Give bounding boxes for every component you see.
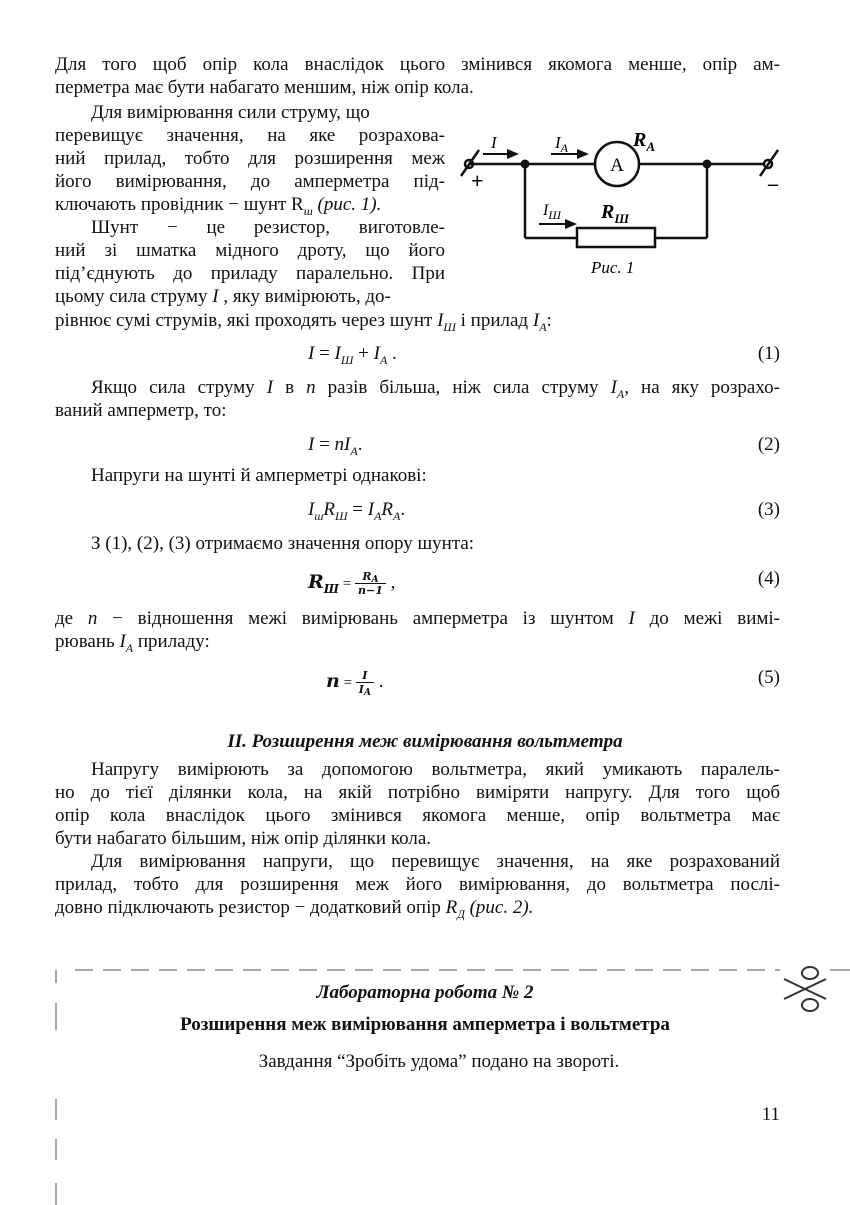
operator: = bbox=[347, 499, 368, 520]
text-line: Для вимірювання напруги, що перевищує значення, на яке розрахований bbox=[91, 851, 780, 872]
variable: I bbox=[308, 499, 315, 520]
text-line bbox=[55, 896, 780, 919]
plus-sign: + bbox=[471, 168, 484, 193]
text-line: під’єднують до приладу паралельно. При bbox=[55, 263, 445, 284]
text-line: Для того щоб опір кола внаслідок цього змінився якомога менше, опір ам- bbox=[55, 54, 780, 75]
text-fragment: до межі вимі- bbox=[634, 608, 780, 629]
equation-number: (3) bbox=[757, 499, 780, 520]
subscript: А bbox=[350, 444, 358, 458]
text-line: ваний амперметр, то: bbox=[55, 400, 227, 421]
text-line: З (1), (2), (3) отримаємо значення опору шунта: bbox=[91, 533, 475, 554]
additional-resistor-paragraph bbox=[55, 850, 780, 919]
text-fragment: рівнює сумі струмів, які проходять через шунт bbox=[55, 310, 438, 331]
label-RSh: $R_Ш$ bbox=[601, 201, 629, 226]
text-fragment: в bbox=[273, 377, 307, 398]
variable: R bbox=[381, 499, 394, 520]
text-line: опір кола внаслідок цього змінився якомога менше, опір вольтметра має bbox=[55, 805, 780, 826]
punctuation: . bbox=[357, 434, 363, 455]
punctuation: , bbox=[385, 572, 396, 593]
subscript: Ш bbox=[335, 509, 348, 523]
text-fragment: і прилад bbox=[455, 310, 533, 331]
equation-2 bbox=[0, 431, 850, 459]
text-line: його вимірювання, до амперметра під- bbox=[55, 171, 445, 192]
variable: R bbox=[323, 499, 335, 520]
punctuation: . bbox=[387, 343, 397, 364]
ratio-paragraph bbox=[55, 607, 780, 653]
subscript: A bbox=[371, 575, 379, 586]
text-fragment: рювань bbox=[55, 631, 120, 652]
equation-body bbox=[326, 664, 383, 700]
equation-body bbox=[308, 496, 405, 524]
minus-sign: – bbox=[768, 173, 778, 195]
variable-I: I bbox=[212, 286, 219, 307]
subscript: А bbox=[539, 320, 547, 334]
lab-title: Лабораторна робота № 2 bbox=[316, 982, 534, 1003]
variable: R bbox=[308, 571, 324, 593]
voltmeter-paragraph bbox=[55, 758, 780, 850]
subscript: Ш bbox=[443, 320, 456, 334]
equation-3 bbox=[0, 496, 850, 524]
text-fragment: − відношення межі вимірювань амперметра із шунтом bbox=[97, 608, 629, 629]
text-fragment: , на яку розрахо- bbox=[624, 377, 780, 398]
text-fragment: де bbox=[55, 608, 88, 629]
equation-4 bbox=[0, 566, 850, 598]
intro-paragraph bbox=[55, 53, 780, 99]
arrow-head bbox=[565, 219, 577, 229]
text-line: перевищує значення, на яке розрахова- bbox=[55, 125, 445, 146]
variable: R bbox=[445, 897, 458, 918]
lab-subtitle: Розширення меж вимірювання амперметра і вольтметра bbox=[180, 1014, 670, 1035]
text-line bbox=[55, 309, 780, 332]
text-line: Напругу вимірюють за допомогою вольтметра, який умикають паралель- bbox=[91, 759, 780, 780]
equation-body bbox=[308, 431, 362, 459]
variable: R bbox=[362, 570, 372, 584]
text-line bbox=[55, 630, 780, 653]
variable: I bbox=[308, 343, 315, 364]
variable: nI bbox=[334, 434, 351, 455]
variable: I bbox=[628, 608, 635, 629]
equation-body bbox=[308, 340, 397, 368]
variable: I bbox=[266, 377, 274, 398]
section-heading: II. Розширення меж вимірювання вольтметра bbox=[227, 731, 623, 752]
text-line: ний зі шматка мідного дроту, що його bbox=[55, 240, 445, 261]
label-IA: $I_A$ bbox=[555, 133, 569, 155]
operator: = bbox=[339, 675, 356, 691]
shunt-definition-continuation bbox=[55, 309, 780, 332]
denominator: n−1 bbox=[357, 584, 383, 598]
text-line: Напруги на шунті й амперметрі однакові: bbox=[91, 465, 427, 486]
punctuation: . bbox=[400, 499, 406, 520]
junction-node bbox=[521, 160, 530, 169]
equation-number: (1) bbox=[757, 343, 780, 364]
junction-node bbox=[703, 160, 712, 169]
subscript: Д bbox=[457, 907, 465, 921]
page-number: 11 bbox=[761, 1104, 780, 1125]
figure-caption: Рис. 1 bbox=[591, 258, 635, 277]
arrow-head bbox=[577, 149, 589, 159]
text-line bbox=[55, 285, 445, 308]
subscript: ш bbox=[314, 509, 324, 523]
text-fragment: , яку вимірюють, до- bbox=[218, 286, 391, 307]
text-fragment: : bbox=[546, 310, 552, 331]
variable: n bbox=[87, 608, 98, 629]
variable-I: I bbox=[437, 310, 444, 331]
variable: n bbox=[306, 377, 316, 398]
operator: + bbox=[353, 343, 374, 364]
from-equations-paragraph bbox=[91, 532, 780, 555]
text-fragment: разів більша, ніж сила струму bbox=[315, 377, 611, 398]
subscript: Ш bbox=[323, 582, 340, 596]
text-fragment: Якщо сила струму bbox=[91, 377, 267, 398]
variable: I bbox=[358, 683, 364, 697]
subscript: A bbox=[363, 688, 371, 699]
equation-1 bbox=[0, 340, 850, 368]
text-line: Шунт − це резистор, виготовле- bbox=[91, 217, 445, 238]
fraction bbox=[356, 669, 374, 699]
text-fragment: ключають провідник − шунт R bbox=[55, 194, 304, 215]
operator: = bbox=[314, 343, 335, 364]
ammeter-letter: A bbox=[610, 155, 624, 176]
variable: I bbox=[610, 377, 617, 398]
subscript: Ш bbox=[340, 353, 354, 367]
arrow-head bbox=[507, 149, 519, 159]
variable: I bbox=[367, 499, 375, 520]
text-line: Для вимірювання сили струму, що bbox=[91, 102, 370, 123]
shunt-resistor bbox=[577, 228, 655, 247]
text-fragment: приладу: bbox=[133, 631, 210, 652]
denominator bbox=[356, 683, 374, 699]
operator: = bbox=[339, 576, 355, 592]
equation-body bbox=[308, 566, 395, 600]
text-line: но до тієї ділянки кола, на якій потрібно виміряти напругу. Для того щоб bbox=[55, 782, 780, 803]
text-line: прилад, тобто для розширення меж його вимірювання, до вольтметра послі- bbox=[55, 874, 780, 895]
text-line: перметра має бути набагато меншим, ніж опір кола. bbox=[55, 77, 474, 98]
variable: I bbox=[373, 343, 380, 364]
subscript: А bbox=[379, 353, 388, 367]
figure-1-circuit-diagram bbox=[455, 120, 790, 280]
text-line: бути набагато більшим, ніж опір ділянки кола. bbox=[55, 828, 432, 849]
punctuation: . bbox=[373, 671, 384, 692]
text-line: ний прилад, тобто для розширення меж bbox=[55, 148, 445, 169]
text-fragment: довно підключають резистор − додатковий опір bbox=[55, 897, 446, 918]
shunt-paragraph bbox=[55, 101, 445, 216]
fraction bbox=[355, 570, 386, 597]
figure-reference: (рис. 1). bbox=[312, 194, 382, 215]
operator: = bbox=[314, 434, 335, 455]
numerator bbox=[355, 570, 386, 584]
equation-number: (5) bbox=[757, 667, 780, 688]
text-line bbox=[55, 376, 780, 399]
variable: I bbox=[308, 434, 315, 455]
figure-reference: (рис. 2). bbox=[464, 897, 534, 918]
subscript: А bbox=[125, 641, 134, 655]
label-RA: $R_A$ bbox=[633, 129, 656, 154]
variable: n bbox=[326, 670, 340, 692]
variable: I bbox=[334, 343, 341, 364]
label-ISh: $I_Ш$ bbox=[543, 202, 561, 222]
equation-5 bbox=[0, 664, 850, 698]
text-line bbox=[55, 193, 445, 216]
variable: I bbox=[119, 631, 126, 652]
label-I: I bbox=[491, 133, 497, 152]
text-fragment: цьому сила струму bbox=[55, 286, 213, 307]
equation-number: (4) bbox=[757, 568, 780, 589]
equation-number: (2) bbox=[757, 434, 780, 455]
shunt-definition-paragraph bbox=[55, 216, 445, 308]
voltage-equal-paragraph bbox=[91, 464, 780, 487]
subscript: ш bbox=[303, 204, 313, 218]
lab-note: Завдання “Зробіть удома” подано на звороті. bbox=[258, 1051, 620, 1072]
variable-I: I bbox=[532, 310, 540, 331]
n-times-paragraph bbox=[55, 376, 780, 422]
text-line bbox=[55, 607, 780, 630]
subscript: А bbox=[374, 509, 382, 523]
subscript: А bbox=[393, 509, 401, 523]
numerator: I bbox=[356, 669, 374, 683]
subscript: А bbox=[616, 387, 625, 401]
